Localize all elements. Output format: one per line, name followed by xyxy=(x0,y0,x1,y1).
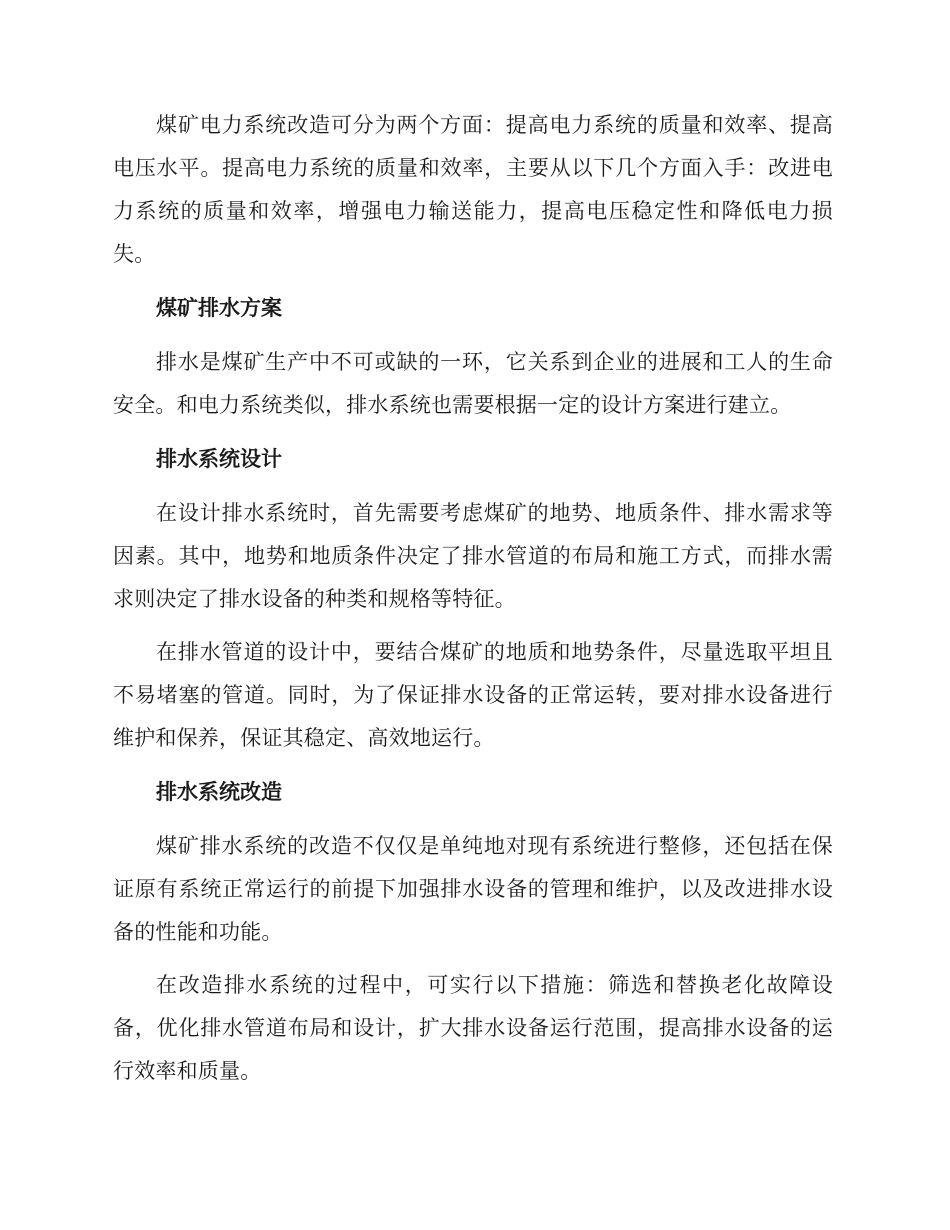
paragraph-reform-measures: 在改造排水系统的过程中，可实行以下措施：筛选和替换老化故障设备，优化排水管道布局和设计，扩大排水设备运行范围，提高排水设备的运行效率和质量。 xyxy=(113,973,833,1083)
heading-drainage-plan: 煤矿排水方案 xyxy=(156,296,282,320)
paragraph-power-system-reform: 煤矿电力系统改造可分为两个方面：提高电力系统的质量和效率、提高电压水平。提高电力系统的质量和效率，主要从以下几个方面入手：改进电力系统的质量和效率，增强电力输送能力，提高电压稳定性和降低电力损失。 xyxy=(113,113,833,266)
heading-drainage-design: 排水系统设计 xyxy=(156,447,282,471)
paragraph-reform-scope: 煤矿排水系统的改造不仅仅是单纯地对现有系统进行整修，还包括在保证原有系统正常运行的前提下加强排水设备的管理和维护，以及改进排水设备的性能和功能。 xyxy=(113,834,833,944)
paragraph-pipeline-design: 在排水管道的设计中，要结合煤矿的地质和地势条件，尽量选取平坦且不易堵塞的管道。同时，为了保证排水设备的正常运转，要对排水设备进行维护和保养，保证其稳定、高效地运行。 xyxy=(113,640,833,750)
document-page xyxy=(113,104,833,1093)
paragraph-drainage-intro: 排水是煤矿生产中不可或缺的一环，它关系到企业的进展和工人的生命安全。和电力系统类似，排水系统也需要根据一定的设计方案进行建立。 xyxy=(113,350,833,417)
paragraph-design-factors: 在设计排水系统时，首先需要考虑煤矿的地势、地质条件、排水需求等因素。其中，地势和地质条件决定了排水管道的布局和施工方式，而排水需求则决定了排水设备的种类和规格等特征。 xyxy=(113,501,833,611)
heading-drainage-reform: 排水系统改造 xyxy=(156,780,282,804)
